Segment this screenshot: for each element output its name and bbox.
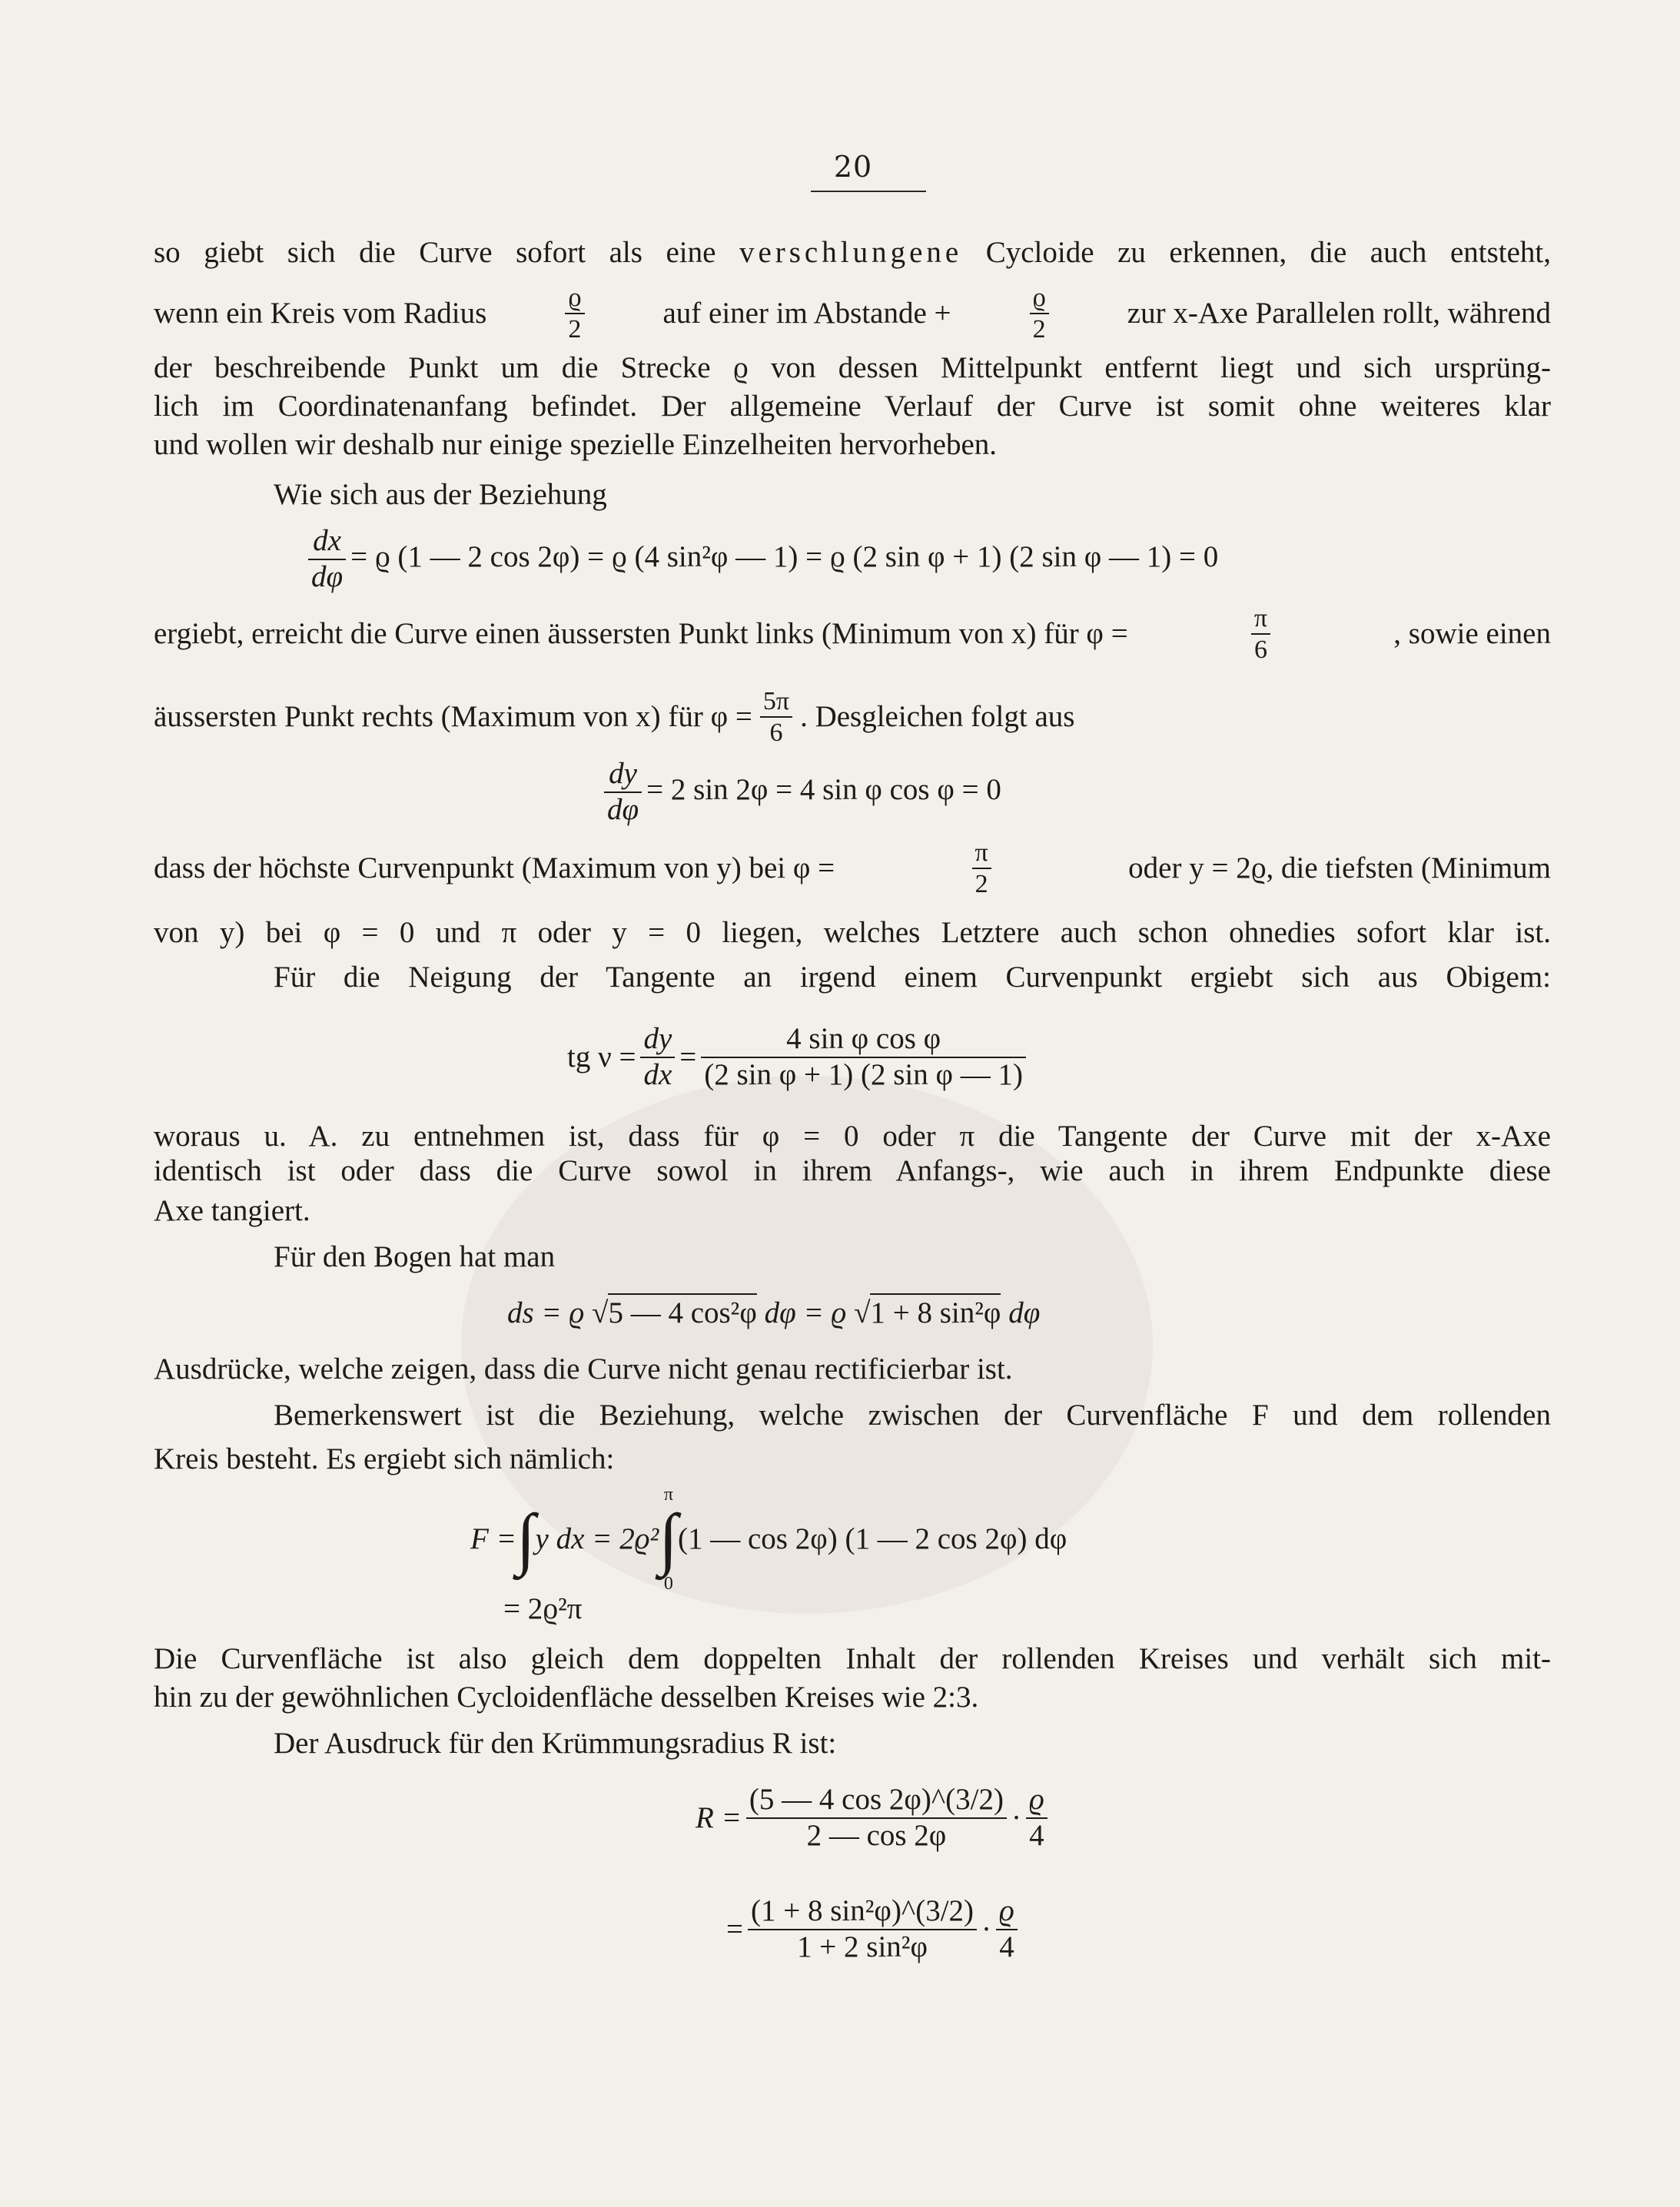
page-number-rule (811, 191, 926, 192)
spaced-emphasis: verschlungene (739, 236, 963, 269)
text-line: Für die Neigung der Tangente an irgend einem Curvenpunkt ergiebt sich aus Obigem: (274, 961, 1551, 994)
integral-sign: ∫ (659, 1501, 678, 1577)
text-line: so giebt sich die Curve sofort als eine verschlungene Cycloide zu erkennen, die auch entsteht, (154, 236, 1551, 269)
text-line: woraus u. A. zu entnehmen ist, dass für φ = 0 oder π die Tangente der Curve mit der x-Axe (154, 1120, 1551, 1153)
text-line: Axe tangiert. (154, 1194, 310, 1227)
text-line-with-fractions: dass der höchste Curvenpunkt (Maximum von y) bei φ = $\frac{\pi}{2}$ oder y = 2ϱ, die tiefsten (Minimum (154, 838, 1551, 899)
integral-sign: ∫ (516, 1501, 536, 1577)
text-line: Wie sich aus der Beziehung (274, 478, 607, 511)
equation-curvature-radius: R = $\frac{(5 — 4 \cos 2\varphi)\^{}(3/2)}{2 — \cos 2\varphi}$ · $\frac{ϱ}{4}$ (696, 1783, 1052, 1854)
text-line: hin zu der gewöhnlichen Cycloidenfläche desselben Kreises wie 2:3. (154, 1681, 979, 1714)
equation-curvature-radius-alt: = $\frac{\text{(1 + 8 sin²φ)\textasciicircum{}(3/2)}}{\text{1 + 2 sin²φ}}$ · $\frac{ϱ}{4}$ (726, 1894, 1022, 1965)
equation-area: F = ∫ y dx = 2ϱ² ∫ π 0 (1 — cos 2φ) (1 — 2 cos 2φ) dφ (470, 1485, 1067, 1594)
equation-dy-dphi: $\frac{dy}{d\varphi}$ = 2 sin 2φ = 4 sin φ cos φ = 0 (599, 757, 1001, 828)
text-line: der beschreibende Punkt um die Strecke ϱ von dessen Mittelpunkt entfernt liegt und sich ursprüng- (154, 351, 1551, 384)
text-line: lich im Coordinatenanfang befindet. Der allgemeine Verlauf der Curve ist somit ohne weiteres klar (154, 390, 1551, 423)
equation-tangent: tg ν = $\frac{dy}{dx}$ = $\frac{\text{4 sin φ cos φ}}{\text{(2 sin φ + 1) (2 sin φ — 1)}}$ (567, 1022, 1031, 1093)
text-line-with-fractions: äussersten Punkt rechts (Maximum von x) für φ = $\frac{5\pi}{6}$ . Desgleichen folgt aus (154, 687, 1075, 748)
text-line: Bemerkenswert ist die Beziehung, welche zwischen der Curvenfläche F und dem rollenden (274, 1399, 1551, 1432)
equation-dx-dphi: $\frac{dx}{d\varphi}$ = ϱ (1 — 2 cos 2φ) = ϱ (4 sin²φ — 1) = ϱ (2 sin φ + 1) (2 sin φ — 1) = 0 (304, 524, 1218, 595)
text-line: identisch ist oder dass die Curve sowol in ihrem Anfangs-, wie auch in ihrem Endpunkte diese (154, 1154, 1551, 1187)
text-line: Die Curvenfläche ist also gleich dem doppelten Inhalt der rollenden Kreises und verhält sich mit- (154, 1642, 1551, 1675)
text-line-with-fractions: ergiebt, erreicht die Curve einen äussersten Punkt links (Minimum von x) für φ = $\frac{\pi}{6}$ , sowie einen (154, 604, 1551, 665)
page-number: 20 (833, 150, 873, 184)
equation-area-result: = 2ϱ²π (503, 1592, 583, 1625)
fraction-rho-over-2: $\frac{ϱ}{2}$ (1030, 283, 1049, 344)
fraction-rho-over-2: $\frac{ϱ}{2}$ (565, 283, 584, 344)
text-line: Kreis besteht. Es ergiebt sich nämlich: (154, 1442, 615, 1475)
text-line: Der Ausdruck für den Krümmungsradius R ist: (274, 1727, 837, 1760)
equation-arc-length: ds = ϱ √5 — 4 cos²φ dφ = ϱ √1 + 8 sin²φ dφ (507, 1295, 1040, 1332)
fraction-pi-over-2: $\frac{\pi}{2}$ (972, 838, 991, 899)
fraction-pi-over-6: $\frac{\pi}{6}$ (1251, 603, 1270, 665)
fraction-5pi-over-6: $\frac{5\pi}{6}$ (760, 686, 792, 748)
text-line: Ausdrücke, welche zeigen, dass die Curve nicht genau rectificierbar ist. (154, 1352, 1013, 1386)
text-line-with-fractions: wenn ein Kreis vom Radius $\frac{ϱ}{2}$ auf einer im Abstande + $\frac{ϱ}{2}$ zur x-Axe Parallelen rollt, während (154, 284, 1551, 344)
text-line: Für den Bogen hat man (274, 1240, 556, 1273)
text-line: von y) bei φ = 0 und π oder y = 0 liegen, welches Letztere auch schon ohnedies sofort klar ist. (154, 916, 1551, 949)
text-line: und wollen wir deshalb nur einige spezielle Einzelheiten hervorheben. (154, 428, 998, 461)
